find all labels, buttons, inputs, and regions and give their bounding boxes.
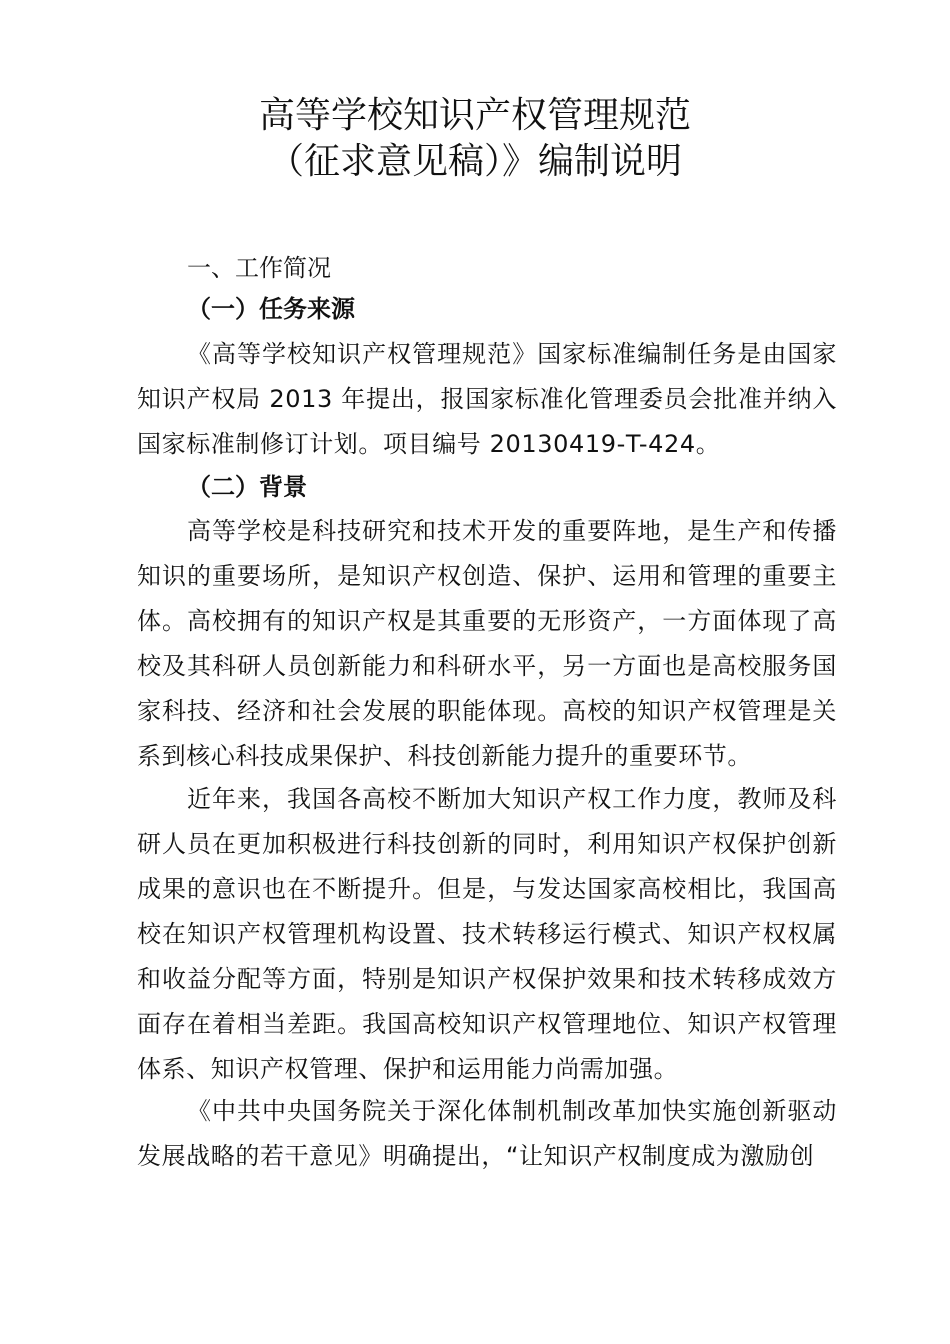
paragraph-background-2: 近年来，我国各高校不断加大知识产权工作力度，教师及科研人员在更加积极进行科技创新的同时，利用知识产权保护创新成果的意识也在不断提升。但是，与发达国家高校相比，我国高校在知识产权管理机构设置、技术转移运行模式、知识产权权属和收益分配等方面，特别是知识产权保护效果和技术转移成效方面存在着相当差距。我国高校知识产权管理地位、知识产权管理体系、知识产权管理、保护和运用能力尚需加强。 xyxy=(137,785,837,1083)
subsection-heading-task-source: （一）任务来源 xyxy=(187,295,355,323)
paragraph-background-3: 《中共中央国务院关于深化体制机制改革加快实施创新驱动发展战略的若干意见》明确提出，“让知识产权制度成为激励创 xyxy=(137,1097,837,1170)
subsection-heading-background: （二）背景 xyxy=(187,473,307,501)
section-heading-work-overview: 一、工作简况 xyxy=(187,254,331,282)
document-title-line2: （征求意见稿）》编制说明 xyxy=(267,141,682,182)
paragraph-background-1: 高等学校是科技研究和技术开发的重要阵地，是生产和传播知识的重要场所，是知识产权创造、保护、运用和管理的重要主体。高校拥有的知识产权是其重要的无形资产，一方面体现了高校及其科研人员创新能力和科研水平，另一方面也是高校服务国家科技、经济和社会发展的职能体现。高校的知识产权管理是关系到核心科技成果保护、科技创新能力提升的重要环节。 xyxy=(137,517,837,770)
document-title-line1: 高等学校知识产权管理规范 xyxy=(258,95,691,136)
paragraph-task-source: 《高等学校知识产权管理规范》国家标准编制任务是由国家知识产权局 2013 年提出，报国家标准化管理委员会批准并纳入国家标准制修订计划。项目编号 20130419-T-424。 xyxy=(137,340,837,458)
